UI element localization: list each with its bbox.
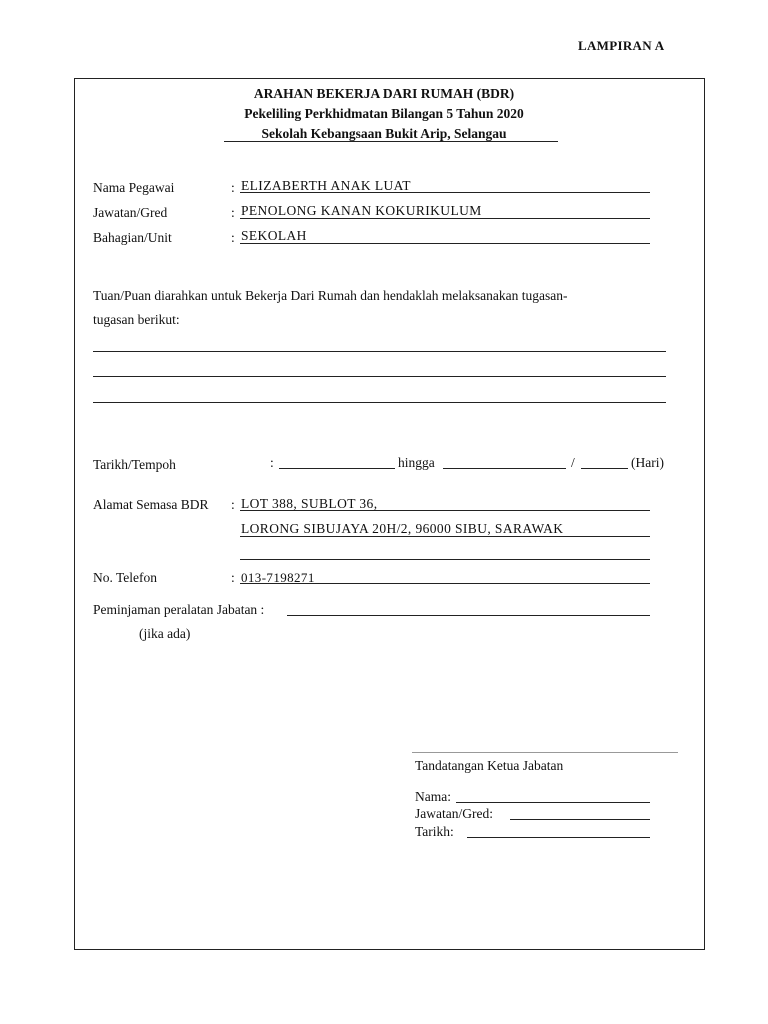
period-slash: / <box>571 455 575 470</box>
period-end-line[interactable] <box>443 468 566 469</box>
address-colon: : <box>231 497 235 512</box>
name-value: ELIZABERTH ANAK LUAT <box>241 178 411 193</box>
post-value: PENOLONG KANAN KOKURIKULUM <box>241 203 482 218</box>
name-colon: : <box>231 180 235 195</box>
period-days-line[interactable] <box>581 468 628 469</box>
instruction-line-2: tugasan berikut: <box>93 312 180 327</box>
address-line-3[interactable] <box>240 559 650 560</box>
instruction-line-1: Tuan/Puan diarahkan untuk Bekerja Dari Rumah dan hendaklah melaksanakan tugasan- <box>93 288 568 303</box>
address-label: Alamat Semasa BDR <box>93 497 209 512</box>
signature-title: Tandatangan Ketua Jabatan <box>415 758 564 773</box>
school-name-underline <box>224 141 558 142</box>
sign-date-line[interactable] <box>467 837 650 838</box>
name-label: Nama Pegawai <box>93 180 175 195</box>
sign-date-label: Tarikh: <box>415 824 454 839</box>
equipment-note: (jika ada) <box>139 626 191 641</box>
phone-value: 013-7198271 <box>241 570 315 585</box>
sign-post-line[interactable] <box>510 819 650 820</box>
equipment-field-line[interactable] <box>287 615 650 616</box>
signature-separator <box>412 752 678 753</box>
equipment-label: Peminjaman peralatan Jabatan : <box>93 602 265 617</box>
address-value-2: LORONG SIBUJAYA 20H/2, 96000 SIBU, SARAWAK <box>241 521 564 536</box>
task-line-3[interactable] <box>93 402 666 403</box>
address-value-1: LOT 388, SUBLOT 36, <box>241 496 378 511</box>
form-title: ARAHAN BEKERJA DARI RUMAH (BDR) <box>253 86 515 101</box>
task-line-1[interactable] <box>93 351 666 352</box>
phone-colon: : <box>231 570 235 585</box>
circular-reference: Pekeliling Perkhidmatan Bilangan 5 Tahun 2020 <box>244 106 524 121</box>
post-label: Jawatan/Gred <box>93 205 168 220</box>
sign-name-label: Nama: <box>415 789 451 804</box>
period-hingga: hingga <box>398 455 435 470</box>
sign-name-line[interactable] <box>456 802 650 803</box>
task-line-2[interactable] <box>93 376 666 377</box>
unit-colon: : <box>231 230 235 245</box>
period-start-line[interactable] <box>279 468 395 469</box>
period-hari: (Hari) <box>631 455 664 470</box>
lampiran-label: LAMPIRAN A <box>578 38 665 53</box>
phone-label: No. Telefon <box>93 570 158 585</box>
period-colon: : <box>270 455 274 470</box>
sign-post-label: Jawatan/Gred: <box>415 806 493 821</box>
unit-label: Bahagian/Unit <box>93 230 172 245</box>
post-colon: : <box>231 205 235 220</box>
unit-value: SEKOLAH <box>241 228 307 243</box>
school-name: Sekolah Kebangsaan Bukit Arip, Selangau <box>261 126 507 141</box>
period-label: Tarikh/Tempoh <box>93 457 176 472</box>
